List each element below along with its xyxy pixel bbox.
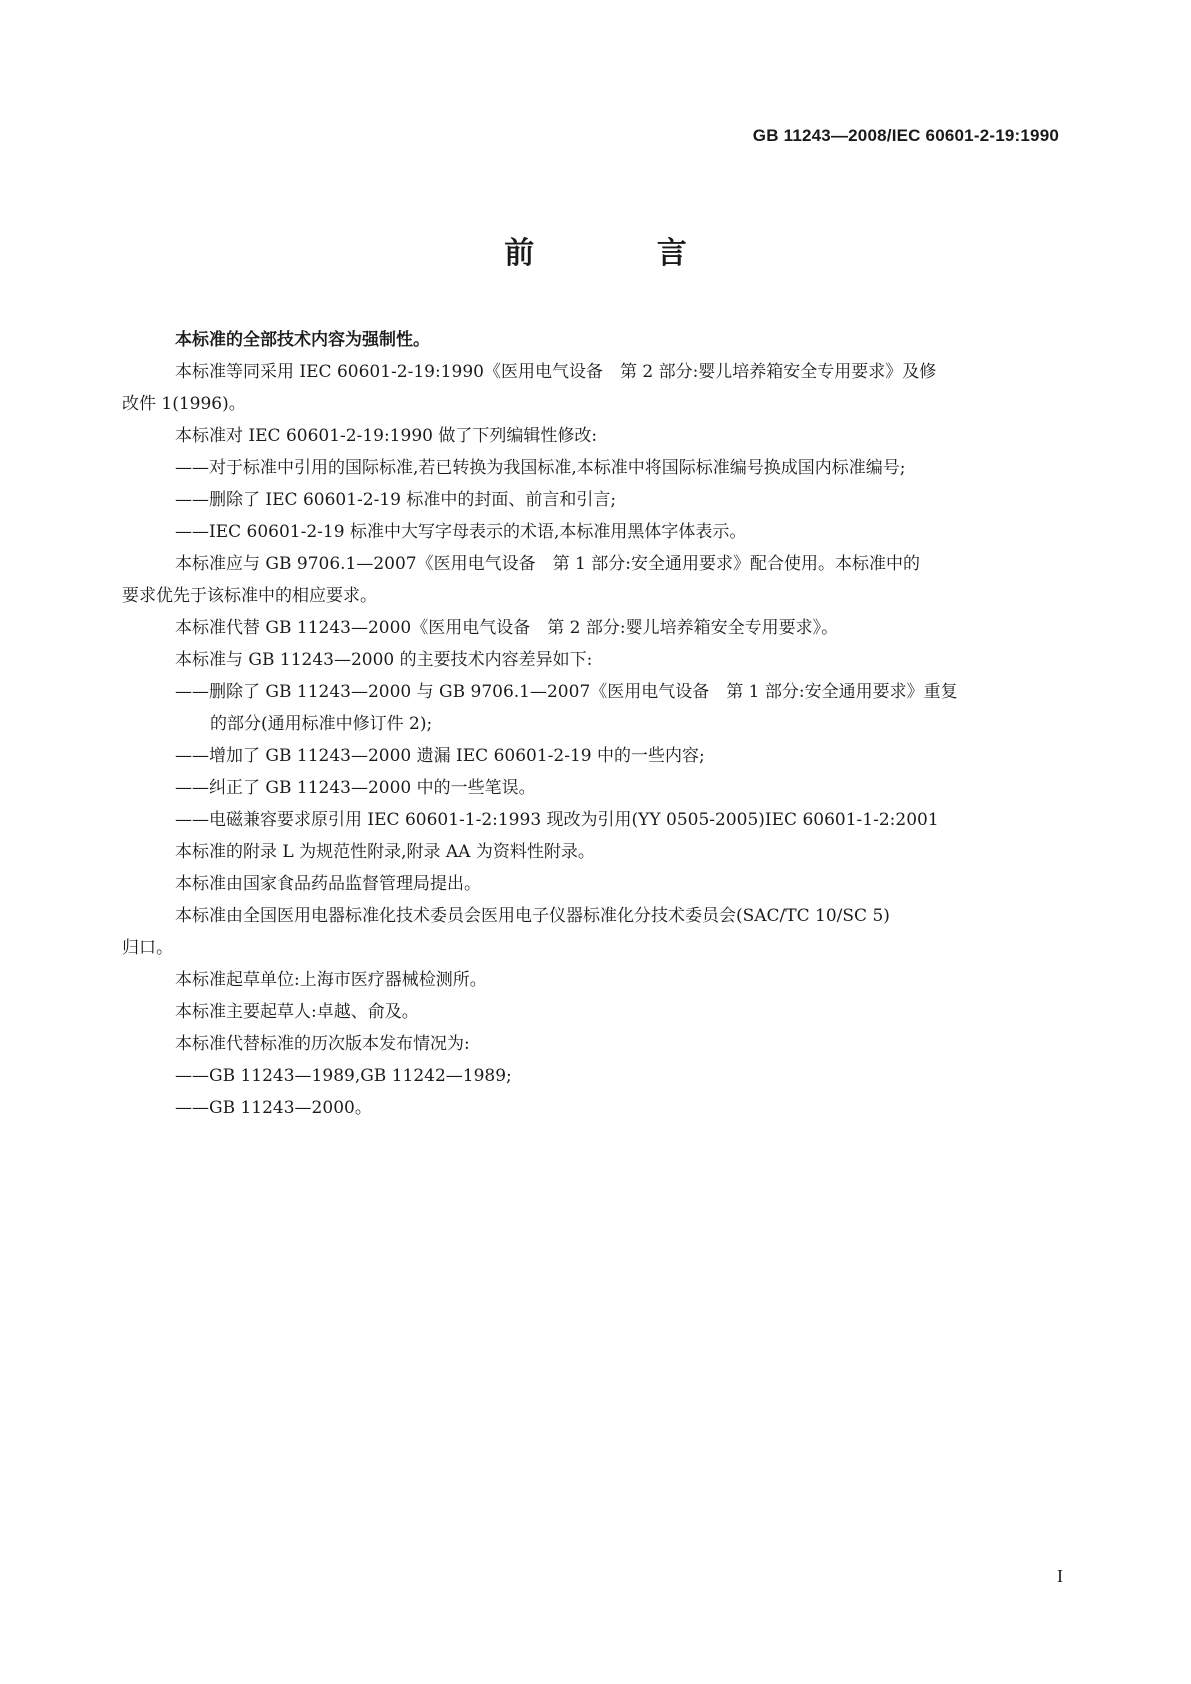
list-item: ——电磁兼容要求原引用 IEC 60601-1-2:1993 现改为引用(YY 0505-2005)IEC 60601-1-2:2001 bbox=[175, 810, 939, 830]
foreword-body bbox=[122, 324, 1070, 1124]
list-item: ——IEC 60601-2-19 标准中大写字母表示的术语,本标准用黑体字体表示。 bbox=[175, 522, 747, 542]
paragraph-proposed-by: 本标准由国家食品药品监督管理局提出。 bbox=[175, 874, 481, 894]
paragraph-drafters: 本标准主要起草人:卓越、俞及。 bbox=[175, 1002, 419, 1022]
paragraph-drafting-unit: 本标准起草单位:上海市医疗器械检测所。 bbox=[175, 970, 487, 990]
list-item: ——增加了 GB 11243—2000 遗漏 IEC 60601-2-19 中的一些内容; bbox=[175, 746, 705, 766]
list-item: ——对于标准中引用的国际标准,若已转换为我国标准,本标准中将国际标准编号换成国内标准编号; bbox=[175, 458, 906, 478]
page-number: I bbox=[1057, 1566, 1063, 1586]
paragraph-adoption: 本标准等同采用 IEC 60601-2-19:1990《医用电气设备 第 2 部分:婴儿培养箱安全专用要求》及修 bbox=[175, 362, 937, 382]
paragraph-replaces: 本标准代替 GB 11243—2000《医用电气设备 第 2 部分:婴儿培养箱安全专用要求》。 bbox=[175, 618, 839, 638]
list-item-cont: 的部分(通用标准中修订件 2); bbox=[210, 714, 433, 734]
list-item: ——删除了 GB 11243—2000 与 GB 9706.1—2007《医用电气设备 第 1 部分:安全通用要求》重复 bbox=[175, 682, 958, 702]
paragraph-annex: 本标准的附录 L 为规范性附录,附录 AA 为资料性附录。 bbox=[175, 842, 595, 862]
paragraph-use-with: 本标准应与 GB 9706.1—2007《医用电气设备 第 1 部分:安全通用要求》配合使用。本标准中的 bbox=[175, 554, 920, 574]
paragraph-adoption-cont: 改件 1(1996)。 bbox=[122, 394, 246, 414]
list-item: ——GB 11243—1989,GB 11242—1989; bbox=[175, 1066, 512, 1086]
paragraph-use-with-cont: 要求优先于该标准中的相应要求。 bbox=[122, 586, 377, 606]
paragraph-differences: 本标准与 GB 11243—2000 的主要技术内容差异如下: bbox=[175, 650, 593, 670]
paragraph-committee-cont: 归口。 bbox=[122, 938, 173, 958]
list-item: ——GB 11243—2000。 bbox=[175, 1098, 372, 1118]
paragraph-mandatory: 本标准的全部技术内容为强制性。 bbox=[175, 330, 430, 350]
paragraph-committee: 本标准由全国医用电器标准化技术委员会医用电子仪器标准化分技术委员会(SAC/TC 10/SC 5) bbox=[175, 906, 890, 926]
list-item: ——纠正了 GB 11243—2000 中的一些笔误。 bbox=[175, 778, 536, 798]
paragraph-editorial-changes: 本标准对 IEC 60601-2-19:1990 做了下列编辑性修改: bbox=[175, 426, 598, 446]
page-title: 前 言 bbox=[504, 236, 743, 271]
standard-number: GB 11243—2008/IEC 60601-2-19:1990 bbox=[752, 126, 1059, 145]
list-item: ——删除了 IEC 60601-2-19 标准中的封面、前言和引言; bbox=[175, 490, 617, 510]
paragraph-history: 本标准代替标准的历次版本发布情况为: bbox=[175, 1034, 470, 1054]
